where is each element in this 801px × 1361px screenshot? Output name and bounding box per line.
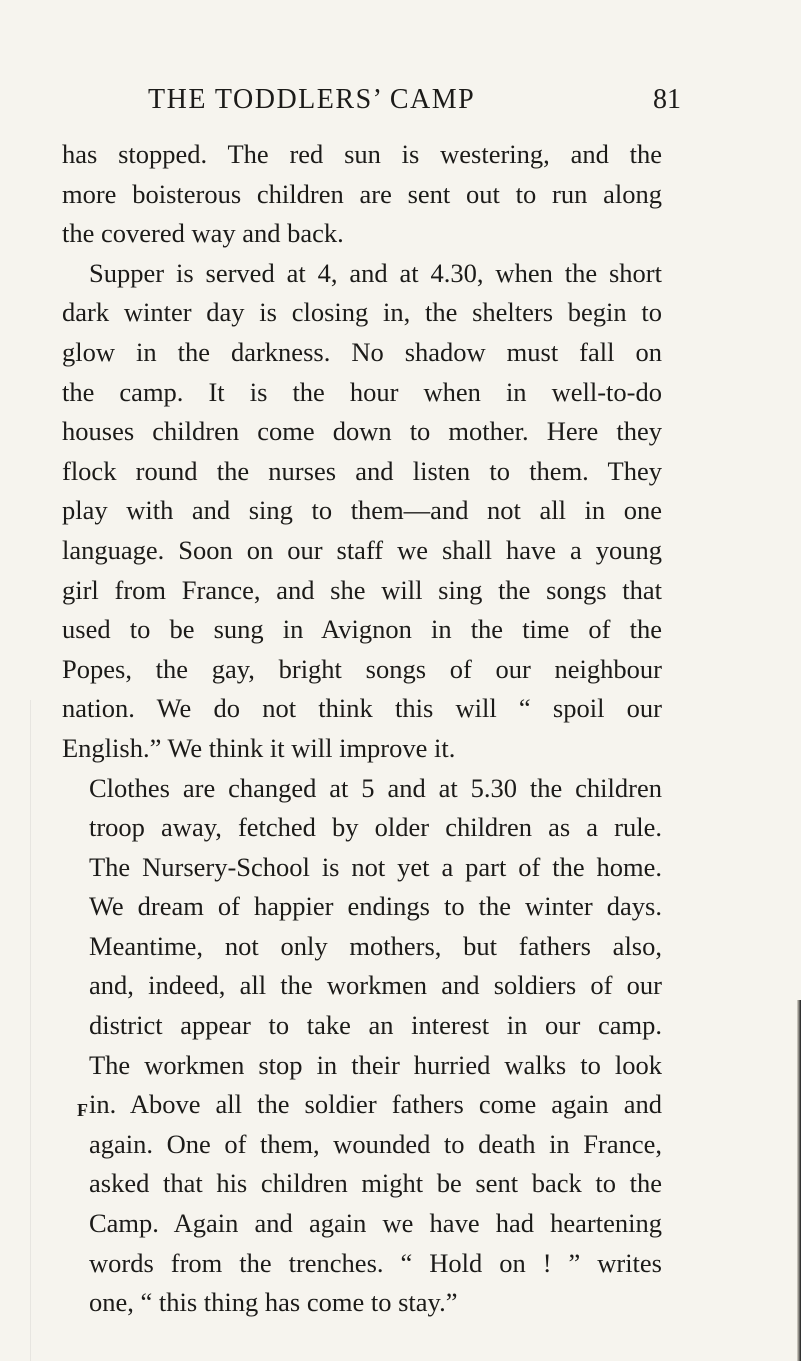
text-line: dark winter day is closing in, the shelters begin to [62,297,662,328]
text-line: flock round the nurses and listen to them. They [62,455,662,486]
text-line: the camp. It is the hour when in well-to-do [62,376,662,407]
text-line: girl from France, and she will sing the songs that [62,574,662,605]
text-line: and, indeed, all the workmen and soldiers of our [89,970,662,1001]
text-line: the covered way and back. [62,218,344,249]
binding-edge [797,1000,801,1361]
body-text [62,135,662,1323]
text-line: houses children come down to mother. Here they [62,416,662,447]
text-line: has stopped. The red sun is westering, and the [62,139,662,169]
signature-mark: F [77,1100,88,1120]
text-line: language. Soon on our staff we shall have a young [62,534,662,565]
page-header [0,80,801,124]
text-line: The workmen stop in their hurried walks to look [89,1049,662,1080]
running-head: THE TODDLERS’ CAMP [148,84,476,115]
text-line: nation. We do not think this will “ spoil our [62,693,662,724]
text-line: words from the trenches. “ Hold on ! ” writes [89,1247,662,1278]
text-line: troop away, fetched by older children as a rule. [89,812,662,843]
text-line: again. One of them, wounded to death in France, [89,1128,662,1159]
text-line: Popes, the gay, bright songs of our neighbour [62,653,662,684]
text-line: more boisterous children are sent out to run along [62,178,662,209]
text-line: English.” We think it will improve it. [62,732,456,763]
page-number: 81 [653,84,681,115]
text-line: play with and sing to them—and not all in one [62,495,662,526]
text-line: glow in the darkness. No shadow must fall on [62,336,662,367]
text-line: We dream of happier endings to the winter days. [89,891,662,922]
text-line: district appear to take an interest in our camp. [89,1010,662,1041]
text-line: Camp. Again and again we have had heartening [89,1208,662,1239]
page-fold-shadow [30,700,31,1361]
text-line: Meantime, not only mothers, but fathers also, [89,930,662,961]
text-line: Supper is served at 4, and at 4.30, when the short [89,257,662,288]
text-line: in. Above all the soldier fathers come again and [89,1089,662,1120]
text-line: used to be sung in Avignon in the time of the [62,614,662,645]
text-line: Clothes are changed at 5 and at 5.30 the children [89,772,662,803]
text-line: one, “ this thing has come to stay.” [89,1287,458,1318]
text-line: asked that his children might be sent back to the [89,1168,662,1199]
text-line: The Nursery-School is not yet a part of the home. [89,851,662,882]
